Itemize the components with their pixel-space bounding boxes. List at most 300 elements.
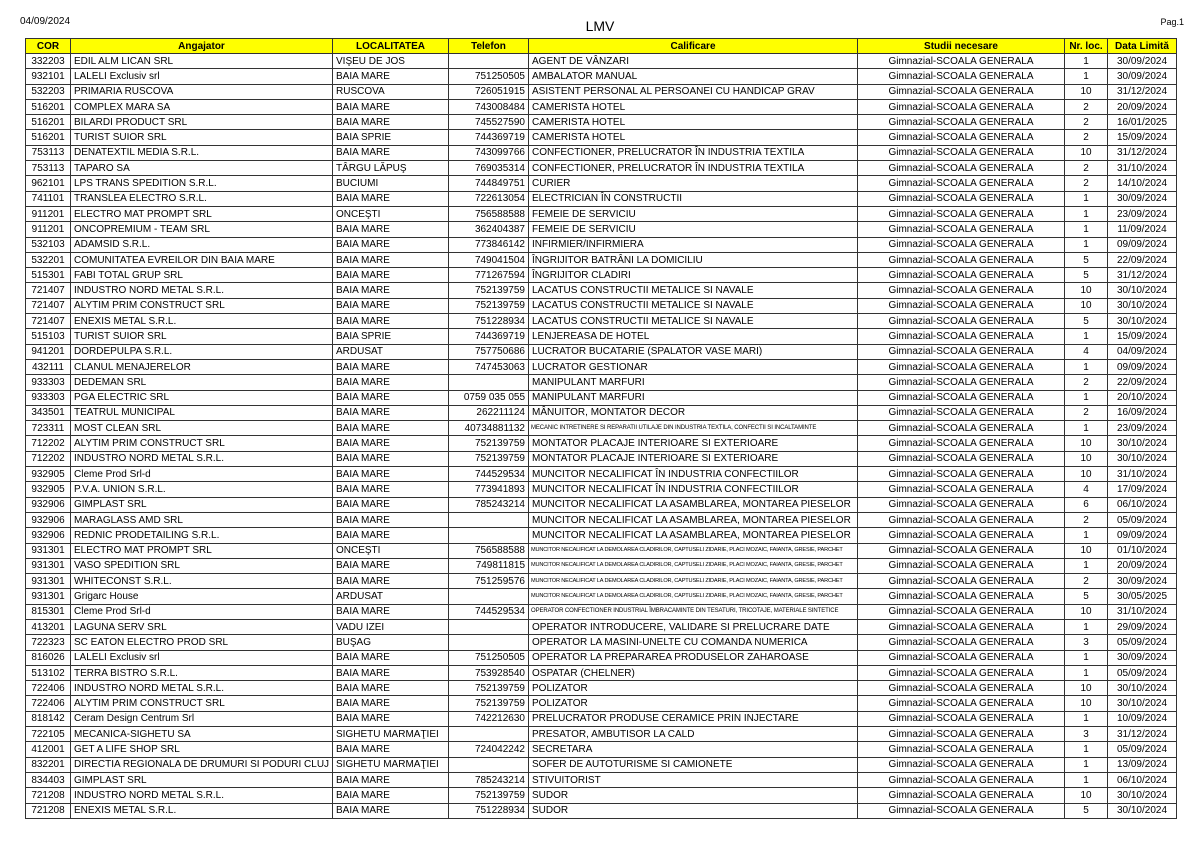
deadline-cell: 31/12/2024 bbox=[1108, 727, 1177, 742]
table-row bbox=[26, 329, 1177, 344]
places-cell: 1 bbox=[1065, 191, 1108, 206]
table-row bbox=[26, 512, 1177, 527]
table-row bbox=[26, 283, 1177, 298]
report-title: LMV bbox=[585, 18, 615, 34]
job-vacancies-table bbox=[25, 38, 1177, 819]
locality-cell: BAIA MARE bbox=[333, 665, 449, 680]
table-row bbox=[26, 115, 1177, 130]
table-row bbox=[26, 635, 1177, 650]
places-cell: 10 bbox=[1065, 451, 1108, 466]
table-row bbox=[26, 145, 1177, 160]
table-row bbox=[26, 206, 1177, 221]
cor-cell: 712202 bbox=[26, 451, 71, 466]
places-cell: 1 bbox=[1065, 650, 1108, 665]
studies-cell: Gimnazial-SCOALA GENERALA bbox=[858, 543, 1065, 558]
cor-cell: 343501 bbox=[26, 405, 71, 420]
table-row bbox=[26, 359, 1177, 374]
cor-cell: 932906 bbox=[26, 497, 71, 512]
deadline-cell: 15/09/2024 bbox=[1108, 130, 1177, 145]
deadline-cell: 06/10/2024 bbox=[1108, 497, 1177, 512]
deadline-cell: 30/10/2024 bbox=[1108, 696, 1177, 711]
cor-cell: 721208 bbox=[26, 803, 71, 818]
cor-cell: 815301 bbox=[26, 604, 71, 619]
qualification-cell: ASISTENT PERSONAL AL PERSOANEI CU HANDICAP GRAV bbox=[529, 84, 858, 99]
qualification-cell: OPERATOR LA PREPARAREA PRODUSELOR ZAHAROASE bbox=[529, 650, 858, 665]
places-cell: 5 bbox=[1065, 803, 1108, 818]
locality-cell: BAIA MARE bbox=[333, 421, 449, 436]
deadline-cell: 30/10/2024 bbox=[1108, 436, 1177, 451]
studies-cell: Gimnazial-SCOALA GENERALA bbox=[858, 528, 1065, 543]
employer-cell: PGA ELECTRIC SRL bbox=[71, 390, 333, 405]
studies-cell: Gimnazial-SCOALA GENERALA bbox=[858, 619, 1065, 634]
deadline-cell: 23/09/2024 bbox=[1108, 206, 1177, 221]
table-row bbox=[26, 69, 1177, 84]
table-row bbox=[26, 574, 1177, 589]
studies-cell: Gimnazial-SCOALA GENERALA bbox=[858, 268, 1065, 283]
places-cell: 10 bbox=[1065, 681, 1108, 696]
phone-cell: 743099766 bbox=[449, 145, 529, 160]
col-telefon-header: Telefon bbox=[449, 39, 529, 54]
phone-cell: 742212630 bbox=[449, 711, 529, 726]
phone-cell: 744849751 bbox=[449, 176, 529, 191]
studies-cell: Gimnazial-SCOALA GENERALA bbox=[858, 237, 1065, 252]
employer-cell: P.V.A. UNION S.R.L. bbox=[71, 482, 333, 497]
phone-cell: 752139759 bbox=[449, 788, 529, 803]
employer-cell: TAPARO SA bbox=[71, 161, 333, 176]
locality-cell: BAIA MARE bbox=[333, 298, 449, 313]
qualification-cell: AGENT DE VÂNZARI bbox=[529, 54, 858, 69]
table-row bbox=[26, 497, 1177, 512]
places-cell: 10 bbox=[1065, 84, 1108, 99]
locality-cell: BAIA MARE bbox=[333, 604, 449, 619]
table-row bbox=[26, 711, 1177, 726]
studies-cell: Gimnazial-SCOALA GENERALA bbox=[858, 206, 1065, 221]
studies-cell: Gimnazial-SCOALA GENERALA bbox=[858, 650, 1065, 665]
deadline-cell: 20/09/2024 bbox=[1108, 558, 1177, 573]
studies-cell: Gimnazial-SCOALA GENERALA bbox=[858, 252, 1065, 267]
qualification-cell: CURIER bbox=[529, 176, 858, 191]
employer-cell: MOST CLEAN SRL bbox=[71, 421, 333, 436]
employer-cell: TURIST SUIOR SRL bbox=[71, 130, 333, 145]
cor-cell: 931301 bbox=[26, 558, 71, 573]
employer-cell: GIMPLAST SRL bbox=[71, 497, 333, 512]
employer-cell: LALELI Exclusiv srl bbox=[71, 69, 333, 84]
deadline-cell: 23/09/2024 bbox=[1108, 421, 1177, 436]
table-row bbox=[26, 161, 1177, 176]
table-row bbox=[26, 788, 1177, 803]
deadline-cell: 20/10/2024 bbox=[1108, 390, 1177, 405]
studies-cell: Gimnazial-SCOALA GENERALA bbox=[858, 130, 1065, 145]
phone-cell: 751250505 bbox=[449, 650, 529, 665]
phone-cell: 744529534 bbox=[449, 604, 529, 619]
employer-cell: COMUNITATEA EVREILOR DIN BAIA MARE bbox=[71, 252, 333, 267]
studies-cell: Gimnazial-SCOALA GENERALA bbox=[858, 788, 1065, 803]
cor-cell: 932906 bbox=[26, 512, 71, 527]
employer-cell: WHITECONST S.R.L. bbox=[71, 574, 333, 589]
phone-cell: 747453063 bbox=[449, 359, 529, 374]
studies-cell: Gimnazial-SCOALA GENERALA bbox=[858, 314, 1065, 329]
table-row bbox=[26, 99, 1177, 114]
cor-cell: 933303 bbox=[26, 375, 71, 390]
employer-cell: INDUSTRO NORD METAL S.R.L. bbox=[71, 681, 333, 696]
phone-cell: 752139759 bbox=[449, 696, 529, 711]
locality-cell: BAIA MARE bbox=[333, 252, 449, 267]
qualification-cell: CONFECTIONER, PRELUCRATOR ÎN INDUSTRIA TEXTILA bbox=[529, 161, 858, 176]
qualification-cell: MUNCITOR NECALIFICAT LA ASAMBLAREA, MONTAREA PIESELOR bbox=[529, 512, 858, 527]
table-row bbox=[26, 528, 1177, 543]
studies-cell: Gimnazial-SCOALA GENERALA bbox=[858, 421, 1065, 436]
cor-cell: 941201 bbox=[26, 344, 71, 359]
studies-cell: Gimnazial-SCOALA GENERALA bbox=[858, 329, 1065, 344]
locality-cell: VIŞEU DE JOS bbox=[333, 54, 449, 69]
studies-cell: Gimnazial-SCOALA GENERALA bbox=[858, 574, 1065, 589]
col-calificare-header: Calificare bbox=[529, 39, 858, 54]
locality-cell: BAIA MARE bbox=[333, 497, 449, 512]
table-header-row bbox=[26, 39, 1177, 54]
phone-cell: 752139759 bbox=[449, 451, 529, 466]
studies-cell: Gimnazial-SCOALA GENERALA bbox=[858, 84, 1065, 99]
cor-cell: 722406 bbox=[26, 681, 71, 696]
qualification-cell: AMBALATOR MANUAL bbox=[529, 69, 858, 84]
employer-cell: TRANSLEA ELECTRO S.R.L. bbox=[71, 191, 333, 206]
employer-cell: CLANUL MENAJERELOR bbox=[71, 359, 333, 374]
places-cell: 10 bbox=[1065, 543, 1108, 558]
studies-cell: Gimnazial-SCOALA GENERALA bbox=[858, 604, 1065, 619]
locality-cell: BAIA MARE bbox=[333, 528, 449, 543]
qualification-cell: MUNCITOR NECALIFICAT LA ASAMBLAREA, MONTAREA PIESELOR bbox=[529, 528, 858, 543]
places-cell: 3 bbox=[1065, 727, 1108, 742]
table-row bbox=[26, 54, 1177, 69]
phone-cell: 757750686 bbox=[449, 344, 529, 359]
locality-cell: SIGHETU MARMAŢIEI bbox=[333, 757, 449, 772]
phone-cell: 0759 035 055 bbox=[449, 390, 529, 405]
phone-cell: 751250505 bbox=[449, 69, 529, 84]
table-row bbox=[26, 772, 1177, 787]
table-row bbox=[26, 803, 1177, 818]
studies-cell: Gimnazial-SCOALA GENERALA bbox=[858, 69, 1065, 84]
phone-cell bbox=[449, 375, 529, 390]
places-cell: 4 bbox=[1065, 344, 1108, 359]
table-row bbox=[26, 650, 1177, 665]
deadline-cell: 09/09/2024 bbox=[1108, 528, 1177, 543]
deadline-cell: 09/09/2024 bbox=[1108, 359, 1177, 374]
table-row bbox=[26, 727, 1177, 742]
table-row bbox=[26, 268, 1177, 283]
deadline-cell: 30/10/2024 bbox=[1108, 681, 1177, 696]
qualification-cell: CAMERISTA HOTEL bbox=[529, 115, 858, 130]
deadline-cell: 30/10/2024 bbox=[1108, 283, 1177, 298]
places-cell: 2 bbox=[1065, 130, 1108, 145]
phone-cell: 724042242 bbox=[449, 742, 529, 757]
studies-cell: Gimnazial-SCOALA GENERALA bbox=[858, 359, 1065, 374]
locality-cell: BAIA MARE bbox=[333, 711, 449, 726]
phone-cell: 753928540 bbox=[449, 665, 529, 680]
table-row bbox=[26, 604, 1177, 619]
locality-cell: BAIA MARE bbox=[333, 390, 449, 405]
studies-cell: Gimnazial-SCOALA GENERALA bbox=[858, 222, 1065, 237]
locality-cell: BAIA MARE bbox=[333, 145, 449, 160]
employer-cell: ADAMSID S.R.L. bbox=[71, 237, 333, 252]
deadline-cell: 17/09/2024 bbox=[1108, 482, 1177, 497]
col-localitatea-header: LOCALITATEA bbox=[333, 39, 449, 54]
col-angajator-header: Angajator bbox=[71, 39, 333, 54]
locality-cell: BAIA MARE bbox=[333, 482, 449, 497]
employer-cell: VASO SPEDITION SRL bbox=[71, 558, 333, 573]
locality-cell: BAIA MARE bbox=[333, 375, 449, 390]
locality-cell: BAIA MARE bbox=[333, 696, 449, 711]
studies-cell: Gimnazial-SCOALA GENERALA bbox=[858, 54, 1065, 69]
cor-cell: 832201 bbox=[26, 757, 71, 772]
places-cell: 1 bbox=[1065, 390, 1108, 405]
locality-cell: BAIA MARE bbox=[333, 558, 449, 573]
employer-cell: TURIST SUIOR SRL bbox=[71, 329, 333, 344]
table-row bbox=[26, 665, 1177, 680]
cor-cell: 722323 bbox=[26, 635, 71, 650]
phone-cell: 752139759 bbox=[449, 681, 529, 696]
studies-cell: Gimnazial-SCOALA GENERALA bbox=[858, 115, 1065, 130]
qualification-cell: FEMEIE DE SERVICIU bbox=[529, 222, 858, 237]
table-row bbox=[26, 405, 1177, 420]
deadline-cell: 16/09/2024 bbox=[1108, 405, 1177, 420]
phone-cell bbox=[449, 619, 529, 634]
studies-cell: Gimnazial-SCOALA GENERALA bbox=[858, 99, 1065, 114]
places-cell: 1 bbox=[1065, 54, 1108, 69]
locality-cell: BAIA MARE bbox=[333, 650, 449, 665]
deadline-cell: 06/10/2024 bbox=[1108, 772, 1177, 787]
qualification-cell: MANIPULANT MARFURI bbox=[529, 375, 858, 390]
cor-cell: 515301 bbox=[26, 268, 71, 283]
cor-cell: 911201 bbox=[26, 222, 71, 237]
cor-cell: 532203 bbox=[26, 84, 71, 99]
locality-cell: BAIA MARE bbox=[333, 467, 449, 482]
deadline-cell: 30/10/2024 bbox=[1108, 451, 1177, 466]
employer-cell: ALYTIM PRIM CONSTRUCT SRL bbox=[71, 298, 333, 313]
locality-cell: BAIA MARE bbox=[333, 69, 449, 84]
locality-cell: BAIA SPRIE bbox=[333, 329, 449, 344]
locality-cell: TÂRGU LĂPUŞ bbox=[333, 161, 449, 176]
cor-cell: 741101 bbox=[26, 191, 71, 206]
studies-cell: Gimnazial-SCOALA GENERALA bbox=[858, 467, 1065, 482]
table-row bbox=[26, 681, 1177, 696]
deadline-cell: 30/10/2024 bbox=[1108, 788, 1177, 803]
deadline-cell: 31/10/2024 bbox=[1108, 604, 1177, 619]
table-row bbox=[26, 543, 1177, 558]
table-body bbox=[26, 54, 1177, 819]
places-cell: 10 bbox=[1065, 467, 1108, 482]
employer-cell: ENEXIS METAL S.R.L. bbox=[71, 314, 333, 329]
qualification-cell: SUDOR bbox=[529, 803, 858, 818]
deadline-cell: 30/09/2024 bbox=[1108, 191, 1177, 206]
qualification-cell: SUDOR bbox=[529, 788, 858, 803]
cor-cell: 515103 bbox=[26, 329, 71, 344]
cor-cell: 412001 bbox=[26, 742, 71, 757]
deadline-cell: 31/12/2024 bbox=[1108, 268, 1177, 283]
table-row bbox=[26, 390, 1177, 405]
deadline-cell: 10/09/2024 bbox=[1108, 711, 1177, 726]
cor-cell: 932905 bbox=[26, 467, 71, 482]
qualification-cell: LACATUS CONSTRUCTII METALICE SI NAVALE bbox=[529, 314, 858, 329]
cor-cell: 513102 bbox=[26, 665, 71, 680]
cor-cell: 722105 bbox=[26, 727, 71, 742]
employer-cell: SC EATON ELECTRO PROD SRL bbox=[71, 635, 333, 650]
employer-cell: MARAGLASS AMD SRL bbox=[71, 512, 333, 527]
table-row bbox=[26, 482, 1177, 497]
studies-cell: Gimnazial-SCOALA GENERALA bbox=[858, 375, 1065, 390]
places-cell: 10 bbox=[1065, 283, 1108, 298]
qualification-cell: POLIZATOR bbox=[529, 681, 858, 696]
studies-cell: Gimnazial-SCOALA GENERALA bbox=[858, 589, 1065, 604]
phone-cell: 744369719 bbox=[449, 130, 529, 145]
places-cell: 10 bbox=[1065, 696, 1108, 711]
cor-cell: 931301 bbox=[26, 574, 71, 589]
employer-cell: BILARDI PRODUCT SRL bbox=[71, 115, 333, 130]
cor-cell: 931301 bbox=[26, 543, 71, 558]
locality-cell: BAIA MARE bbox=[333, 222, 449, 237]
places-cell: 5 bbox=[1065, 268, 1108, 283]
qualification-cell: LENJEREASA DE HOTEL bbox=[529, 329, 858, 344]
studies-cell: Gimnazial-SCOALA GENERALA bbox=[858, 161, 1065, 176]
places-cell: 2 bbox=[1065, 512, 1108, 527]
qualification-cell: LACATUS CONSTRUCTII METALICE SI NAVALE bbox=[529, 283, 858, 298]
table-row bbox=[26, 436, 1177, 451]
qualification-cell: MUNCITOR NECALIFICAT LA DEMOLAREA CLADIRILOR, CAPTUSELI ZIDARIE, PLACI MOZAIC, FAIANTA, GRESIE, PARCHET bbox=[529, 558, 858, 573]
table-row bbox=[26, 558, 1177, 573]
studies-cell: Gimnazial-SCOALA GENERALA bbox=[858, 711, 1065, 726]
places-cell: 5 bbox=[1065, 589, 1108, 604]
cor-cell: 932905 bbox=[26, 482, 71, 497]
cor-cell: 712202 bbox=[26, 436, 71, 451]
studies-cell: Gimnazial-SCOALA GENERALA bbox=[858, 344, 1065, 359]
phone-cell: 752139759 bbox=[449, 283, 529, 298]
qualification-cell: MUNCITOR NECALIFICAT LA ASAMBLAREA, MONTAREA PIESELOR bbox=[529, 497, 858, 512]
deadline-cell: 14/10/2024 bbox=[1108, 176, 1177, 191]
employer-cell: TERRA BISTRO S.R.L. bbox=[71, 665, 333, 680]
places-cell: 1 bbox=[1065, 711, 1108, 726]
places-cell: 1 bbox=[1065, 742, 1108, 757]
cor-cell: 516201 bbox=[26, 115, 71, 130]
cor-cell: 753113 bbox=[26, 161, 71, 176]
phone-cell: 745527590 bbox=[449, 115, 529, 130]
col-nr-loc-header: Nr. loc. bbox=[1065, 39, 1108, 54]
employer-cell: ENEXIS METAL S.R.L. bbox=[71, 803, 333, 818]
cor-cell: 721407 bbox=[26, 298, 71, 313]
col-data-limita-header: Data Limită bbox=[1108, 39, 1177, 54]
table-row bbox=[26, 619, 1177, 634]
employer-cell: COMPLEX MARA SA bbox=[71, 99, 333, 114]
cor-cell: 911201 bbox=[26, 206, 71, 221]
places-cell: 1 bbox=[1065, 528, 1108, 543]
employer-cell: INDUSTRO NORD METAL S.R.L. bbox=[71, 788, 333, 803]
locality-cell: BAIA MARE bbox=[333, 405, 449, 420]
col-studii-header: Studii necesare bbox=[858, 39, 1065, 54]
places-cell: 1 bbox=[1065, 329, 1108, 344]
locality-cell: BAIA MARE bbox=[333, 772, 449, 787]
page-number: Pag.1 bbox=[1160, 17, 1184, 27]
employer-cell: ALYTIM PRIM CONSTRUCT SRL bbox=[71, 436, 333, 451]
places-cell: 2 bbox=[1065, 176, 1108, 191]
phone-cell: 262211124 bbox=[449, 405, 529, 420]
phone-cell bbox=[449, 727, 529, 742]
cor-cell: 516201 bbox=[26, 130, 71, 145]
places-cell: 10 bbox=[1065, 604, 1108, 619]
qualification-cell: INFIRMIER/INFIRMIERA bbox=[529, 237, 858, 252]
phone-cell: 726051915 bbox=[449, 84, 529, 99]
places-cell: 2 bbox=[1065, 161, 1108, 176]
studies-cell: Gimnazial-SCOALA GENERALA bbox=[858, 696, 1065, 711]
table-row bbox=[26, 421, 1177, 436]
table-row bbox=[26, 757, 1177, 772]
places-cell: 5 bbox=[1065, 252, 1108, 267]
studies-cell: Gimnazial-SCOALA GENERALA bbox=[858, 191, 1065, 206]
qualification-cell: MONTATOR PLACAJE INTERIOARE SI EXTERIOARE bbox=[529, 451, 858, 466]
phone-cell: 752139759 bbox=[449, 436, 529, 451]
places-cell: 1 bbox=[1065, 421, 1108, 436]
table-row bbox=[26, 176, 1177, 191]
places-cell: 10 bbox=[1065, 788, 1108, 803]
cor-cell: 932906 bbox=[26, 528, 71, 543]
qualification-cell: PRESATOR, AMBUTISOR LA CALD bbox=[529, 727, 858, 742]
qualification-cell: OSPATAR (CHELNER) bbox=[529, 665, 858, 680]
locality-cell: ARDUSAT bbox=[333, 344, 449, 359]
phone-cell bbox=[449, 589, 529, 604]
locality-cell: BAIA MARE bbox=[333, 451, 449, 466]
cor-cell: 834403 bbox=[26, 772, 71, 787]
studies-cell: Gimnazial-SCOALA GENERALA bbox=[858, 176, 1065, 191]
qualification-cell: CAMERISTA HOTEL bbox=[529, 130, 858, 145]
studies-cell: Gimnazial-SCOALA GENERALA bbox=[858, 742, 1065, 757]
deadline-cell: 15/09/2024 bbox=[1108, 329, 1177, 344]
deadline-cell: 20/09/2024 bbox=[1108, 99, 1177, 114]
employer-cell: LAGUNA SERV SRL bbox=[71, 619, 333, 634]
employer-cell: DEDEMAN SRL bbox=[71, 375, 333, 390]
cor-cell: 816026 bbox=[26, 650, 71, 665]
employer-cell: DIRECTIA REGIONALA DE DRUMURI SI PODURI CLUJ bbox=[71, 757, 333, 772]
cor-cell: 721208 bbox=[26, 788, 71, 803]
locality-cell: BAIA MARE bbox=[333, 681, 449, 696]
qualification-cell: MUNCITOR NECALIFICAT LA DEMOLAREA CLADIRILOR, CAPTUSELI ZIDARIE, PLACI MOZAIC, FAIANTA, GRESIE, PARCHET bbox=[529, 543, 858, 558]
phone-cell bbox=[449, 757, 529, 772]
deadline-cell: 11/09/2024 bbox=[1108, 222, 1177, 237]
locality-cell: BAIA MARE bbox=[333, 742, 449, 757]
phone-cell: 785243214 bbox=[449, 497, 529, 512]
phone-cell: 752139759 bbox=[449, 298, 529, 313]
cor-cell: 532103 bbox=[26, 237, 71, 252]
studies-cell: Gimnazial-SCOALA GENERALA bbox=[858, 772, 1065, 787]
deadline-cell: 05/09/2024 bbox=[1108, 635, 1177, 650]
locality-cell: BAIA MARE bbox=[333, 359, 449, 374]
qualification-cell: SECRETARA bbox=[529, 742, 858, 757]
cor-cell: 962101 bbox=[26, 176, 71, 191]
locality-cell: ONCEŞTI bbox=[333, 206, 449, 221]
phone-cell: 771267594 bbox=[449, 268, 529, 283]
phone-cell: 773941893 bbox=[449, 482, 529, 497]
phone-cell: 722613054 bbox=[449, 191, 529, 206]
cor-cell: 332203 bbox=[26, 54, 71, 69]
phone-cell: 749811815 bbox=[449, 558, 529, 573]
deadline-cell: 31/12/2024 bbox=[1108, 145, 1177, 160]
deadline-cell: 05/09/2024 bbox=[1108, 665, 1177, 680]
employer-cell: ALYTIM PRIM CONSTRUCT SRL bbox=[71, 696, 333, 711]
phone-cell: 785243214 bbox=[449, 772, 529, 787]
employer-cell: LPS TRANS SPEDITION S.R.L. bbox=[71, 176, 333, 191]
table-row bbox=[26, 467, 1177, 482]
phone-cell: 751228934 bbox=[449, 314, 529, 329]
places-cell: 10 bbox=[1065, 298, 1108, 313]
locality-cell: VADU IZEI bbox=[333, 619, 449, 634]
qualification-cell: MUNCITOR NECALIFICAT LA DEMOLAREA CLADIRILOR, CAPTUSELI ZIDARIE, PLACI MOZAIC, FAIANTA, GRESIE, PARCHET bbox=[529, 574, 858, 589]
studies-cell: Gimnazial-SCOALA GENERALA bbox=[858, 298, 1065, 313]
places-cell: 1 bbox=[1065, 558, 1108, 573]
